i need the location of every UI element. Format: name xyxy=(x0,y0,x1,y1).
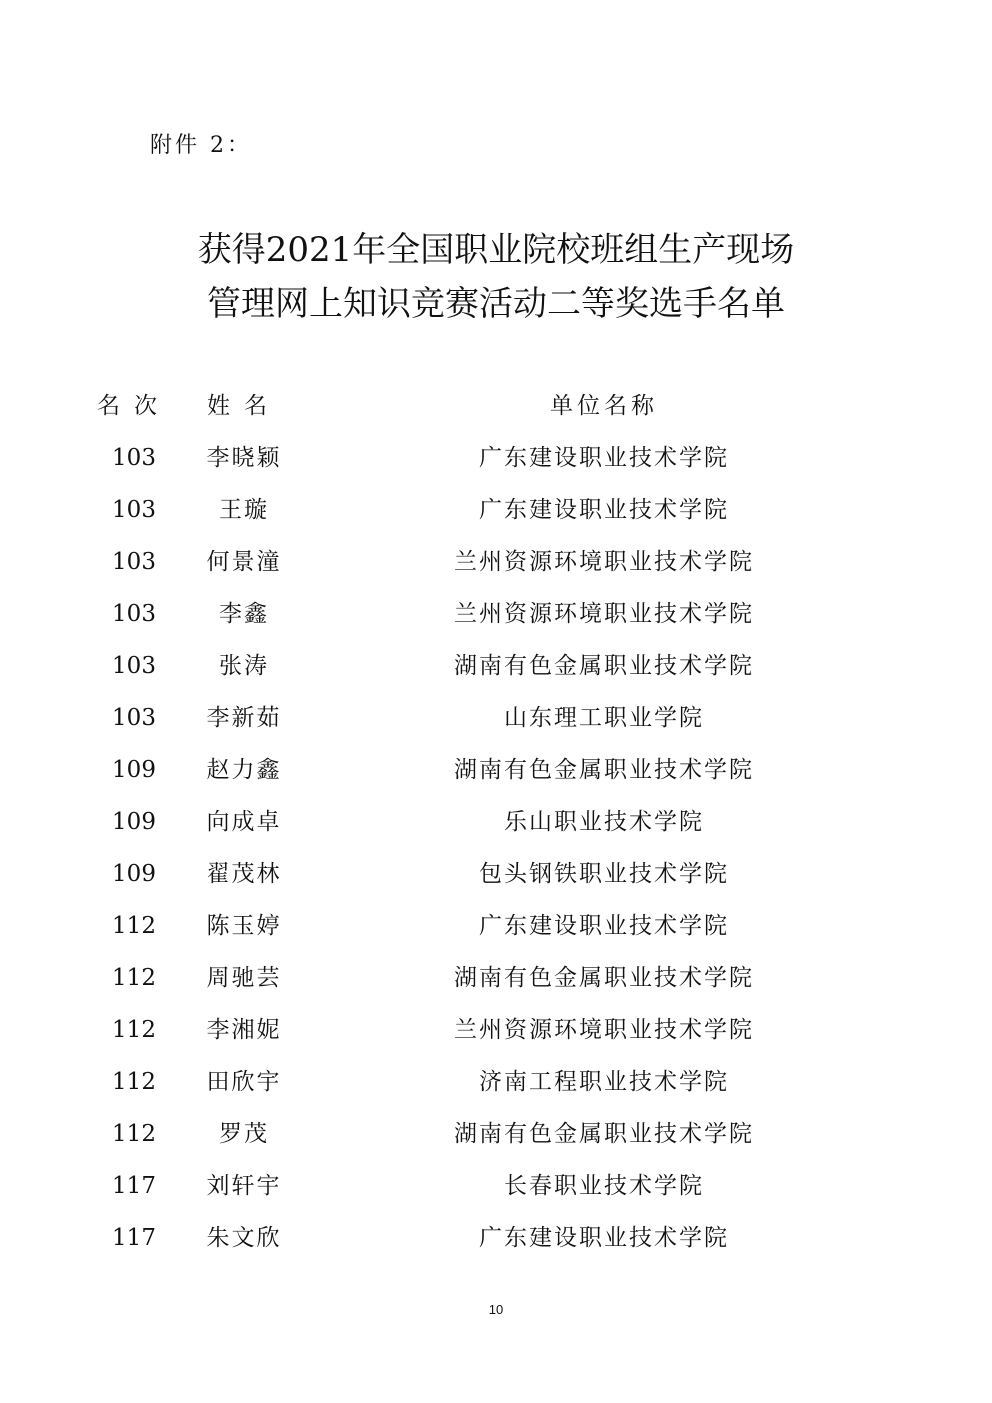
name-cell: 周驰芸 xyxy=(206,965,282,991)
table-row xyxy=(0,958,992,1010)
name-cell: 刘轩宇 xyxy=(206,1173,282,1199)
table-row xyxy=(0,750,992,802)
name-cell: 翟茂林 xyxy=(206,861,282,887)
award-list-table xyxy=(0,386,992,1270)
table-row xyxy=(0,1010,992,1062)
table-row xyxy=(0,1218,992,1270)
unit-cell: 山东理工职业学院 xyxy=(504,705,704,731)
unit-cell: 广东建设职业技术学院 xyxy=(479,1225,729,1251)
rank-cell: 103 xyxy=(112,497,156,523)
name-cell: 向成卓 xyxy=(206,809,282,835)
unit-cell: 广东建设职业技术学院 xyxy=(479,913,729,939)
name-cell: 何景潼 xyxy=(206,549,282,575)
name-cell: 赵力鑫 xyxy=(206,757,282,783)
table-row xyxy=(0,542,992,594)
name-cell: 李晓颖 xyxy=(206,445,282,471)
name-cell: 张涛 xyxy=(219,653,269,679)
unit-cell: 包头钢铁职业技术学院 xyxy=(479,861,729,887)
unit-cell: 湖南有色金属职业技术学院 xyxy=(454,653,754,679)
table-row xyxy=(0,438,992,490)
name-cell: 朱文欣 xyxy=(206,1225,282,1251)
unit-cell: 乐山职业技术学院 xyxy=(504,809,704,835)
table-row xyxy=(0,646,992,698)
rank-cell: 112 xyxy=(112,1121,156,1147)
unit-cell: 广东建设职业技术学院 xyxy=(479,497,729,523)
table-row xyxy=(0,802,992,854)
table-row xyxy=(0,906,992,958)
table-row xyxy=(0,1114,992,1166)
rank-cell: 112 xyxy=(112,1069,156,1095)
name-cell: 李鑫 xyxy=(219,601,269,627)
rank-cell: 103 xyxy=(112,705,156,731)
rank-cell: 103 xyxy=(112,653,156,679)
rank-cell: 117 xyxy=(112,1225,156,1251)
name-cell: 王璇 xyxy=(219,497,269,523)
table-row xyxy=(0,698,992,750)
rank-cell: 103 xyxy=(112,445,156,471)
table-header-row xyxy=(0,386,992,438)
header-name: 姓名 xyxy=(207,393,281,419)
unit-cell: 广东建设职业技术学院 xyxy=(479,445,729,471)
table-row xyxy=(0,1166,992,1218)
unit-cell: 长春职业技术学院 xyxy=(504,1173,704,1199)
rank-cell: 109 xyxy=(112,757,156,783)
page-number: 10 xyxy=(488,1302,504,1317)
rank-cell: 112 xyxy=(112,1017,156,1043)
table-row xyxy=(0,490,992,542)
unit-cell: 湖南有色金属职业技术学院 xyxy=(454,1121,754,1147)
rank-cell: 112 xyxy=(112,913,156,939)
rank-cell: 103 xyxy=(112,601,156,627)
name-cell: 李新茹 xyxy=(206,705,282,731)
unit-cell: 湖南有色金属职业技术学院 xyxy=(454,965,754,991)
unit-cell: 兰州资源环境职业技术学院 xyxy=(454,549,754,575)
name-cell: 李湘妮 xyxy=(206,1017,282,1043)
name-cell: 田欣宇 xyxy=(206,1069,282,1095)
rank-cell: 109 xyxy=(112,809,156,835)
attachment-label: 附件 2： xyxy=(150,133,252,158)
rank-cell: 112 xyxy=(112,965,156,991)
table-row xyxy=(0,1062,992,1114)
table-row xyxy=(0,594,992,646)
header-rank: 名次 xyxy=(97,393,171,419)
name-cell: 罗茂 xyxy=(219,1121,269,1147)
document-title-line-1: 获得2021年全国职业院校班组生产现场 xyxy=(197,230,795,270)
unit-cell: 兰州资源环境职业技术学院 xyxy=(454,1017,754,1043)
rank-cell: 117 xyxy=(112,1173,156,1199)
unit-cell: 兰州资源环境职业技术学院 xyxy=(454,601,754,627)
header-unit: 单位名称 xyxy=(550,393,658,419)
table-row xyxy=(0,854,992,906)
unit-cell: 湖南有色金属职业技术学院 xyxy=(454,757,754,783)
rank-cell: 103 xyxy=(112,549,156,575)
rank-cell: 109 xyxy=(112,861,156,887)
name-cell: 陈玉婷 xyxy=(206,913,282,939)
document-title-line-2: 管理网上知识竞赛活动二等奖选手名单 xyxy=(207,284,785,324)
unit-cell: 济南工程职业技术学院 xyxy=(479,1069,729,1095)
